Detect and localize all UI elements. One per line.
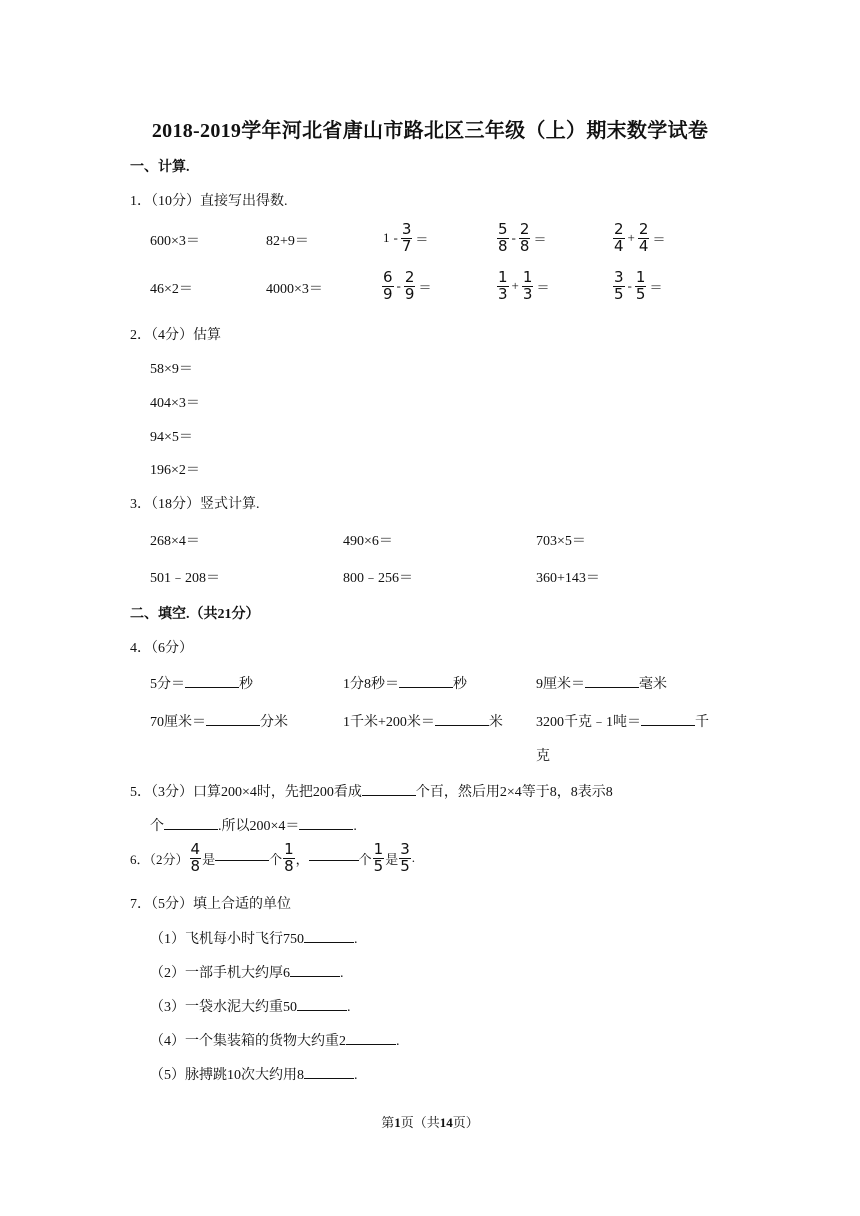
q4-item-wrap: 克 bbox=[536, 749, 550, 764]
q4-item: 70厘米＝ 分米 bbox=[150, 711, 288, 731]
q1-fraction-expr: $\frac{5}{8}$ - $\frac{2}{8}$ ＝ bbox=[498, 220, 547, 255]
question-5-line-2: 个 .所以200×4＝ . bbox=[150, 815, 357, 835]
answer-blank[interactable] bbox=[299, 816, 353, 830]
q4-item: 5分＝ 秒 bbox=[150, 673, 253, 693]
question-4-heading: 4．（6分） bbox=[130, 641, 193, 656]
answer-blank[interactable] bbox=[399, 674, 453, 688]
q7-item: （5）脉搏跳10次大约用8 . bbox=[150, 1064, 358, 1084]
answer-blank[interactable] bbox=[362, 782, 416, 796]
q1-fraction-expr: $\frac{2}{4}$ + $\frac{2}{4}$ ＝ bbox=[614, 220, 666, 255]
q3-item: 501﹣208＝ bbox=[150, 571, 220, 586]
q4-item: 1千米+200米＝ 米 bbox=[343, 711, 503, 731]
answer-blank[interactable] bbox=[641, 712, 695, 726]
question-2-heading: 2．（4分）估算 bbox=[130, 328, 221, 343]
q1-fraction-expr: $\frac{6}{9}$ - $\frac{2}{9}$ ＝ bbox=[383, 268, 432, 303]
q4-item: 3200千克﹣1吨＝ 千 bbox=[536, 711, 709, 731]
q4-item: 9厘米＝ 毫米 bbox=[536, 673, 667, 693]
page-title: 2018-2019学年河北省唐山市路北区三年级（上）期末数学试卷 bbox=[151, 120, 709, 142]
answer-blank[interactable] bbox=[215, 847, 269, 861]
section-heading-2: 二、填空.（共21分） bbox=[130, 607, 260, 622]
question-3-heading: 3．（18分）竖式计算. bbox=[130, 497, 260, 512]
q1-item: 46×2＝ bbox=[150, 282, 193, 297]
q7-item: （1）飞机每小时飞行750 . bbox=[150, 928, 358, 948]
answer-blank[interactable] bbox=[346, 1031, 396, 1045]
answer-blank[interactable] bbox=[290, 963, 340, 977]
answer-blank[interactable] bbox=[304, 1065, 354, 1079]
answer-blank[interactable] bbox=[297, 997, 347, 1011]
q2-item: 58×9＝ bbox=[150, 362, 193, 377]
q1-item: 82+9＝ bbox=[266, 234, 309, 249]
q3-item: 800﹣256＝ bbox=[343, 571, 413, 586]
q1-fraction-expr: $\frac{1}{3}$ + $\frac{1}{3}$ ＝ bbox=[498, 268, 550, 303]
answer-blank[interactable] bbox=[435, 712, 489, 726]
answer-blank[interactable] bbox=[304, 929, 354, 943]
q1-item: 4000×3＝ bbox=[266, 282, 323, 297]
answer-blank[interactable] bbox=[164, 816, 218, 830]
q7-item: （4）一个集装箱的货物大约重2 . bbox=[150, 1030, 400, 1050]
q2-item: 94×5＝ bbox=[150, 430, 193, 445]
q4-item: 1分8秒＝ 秒 bbox=[343, 673, 467, 693]
q2-item: 196×2＝ bbox=[150, 463, 200, 478]
q3-item: 703×5＝ bbox=[536, 534, 586, 549]
question-5-line-1: 5．（3分）口算200×4时，先把200看成 个百，然后用2×4等于8，8表示8 bbox=[130, 781, 613, 801]
section-heading-1: 一、计算. bbox=[130, 160, 190, 175]
q7-item: （2）一部手机大约厚6 . bbox=[150, 962, 344, 982]
q3-item: 490×6＝ bbox=[343, 534, 393, 549]
q3-item: 360+143＝ bbox=[536, 571, 600, 586]
page-footer: 第1页（共14页） bbox=[381, 1115, 479, 1130]
q1-fraction-expr: 1 - $\frac{3}{7}$ ＝ bbox=[383, 220, 429, 255]
question-6: 6．（2分） $\frac{4}{8}$ 是 个 $\frac{1}{8}$ ， 个 $\frac{1}{5}$ 是 $\frac{3}{5}$ . bbox=[130, 840, 416, 875]
q3-item: 268×4＝ bbox=[150, 534, 200, 549]
answer-blank[interactable] bbox=[585, 674, 639, 688]
question-7-heading: 7．（5分）填上合适的单位 bbox=[130, 897, 291, 912]
answer-blank[interactable] bbox=[185, 674, 239, 688]
question-1-heading: 1．（10分）直接写出得数. bbox=[130, 194, 288, 209]
q2-item: 404×3＝ bbox=[150, 396, 200, 411]
q1-item: 600×3＝ bbox=[150, 234, 200, 249]
answer-blank[interactable] bbox=[309, 847, 359, 861]
q7-item: （3）一袋水泥大约重50 . bbox=[150, 996, 351, 1016]
q1-fraction-expr: $\frac{3}{5}$ - $\frac{1}{5}$ ＝ bbox=[614, 268, 663, 303]
answer-blank[interactable] bbox=[206, 712, 260, 726]
